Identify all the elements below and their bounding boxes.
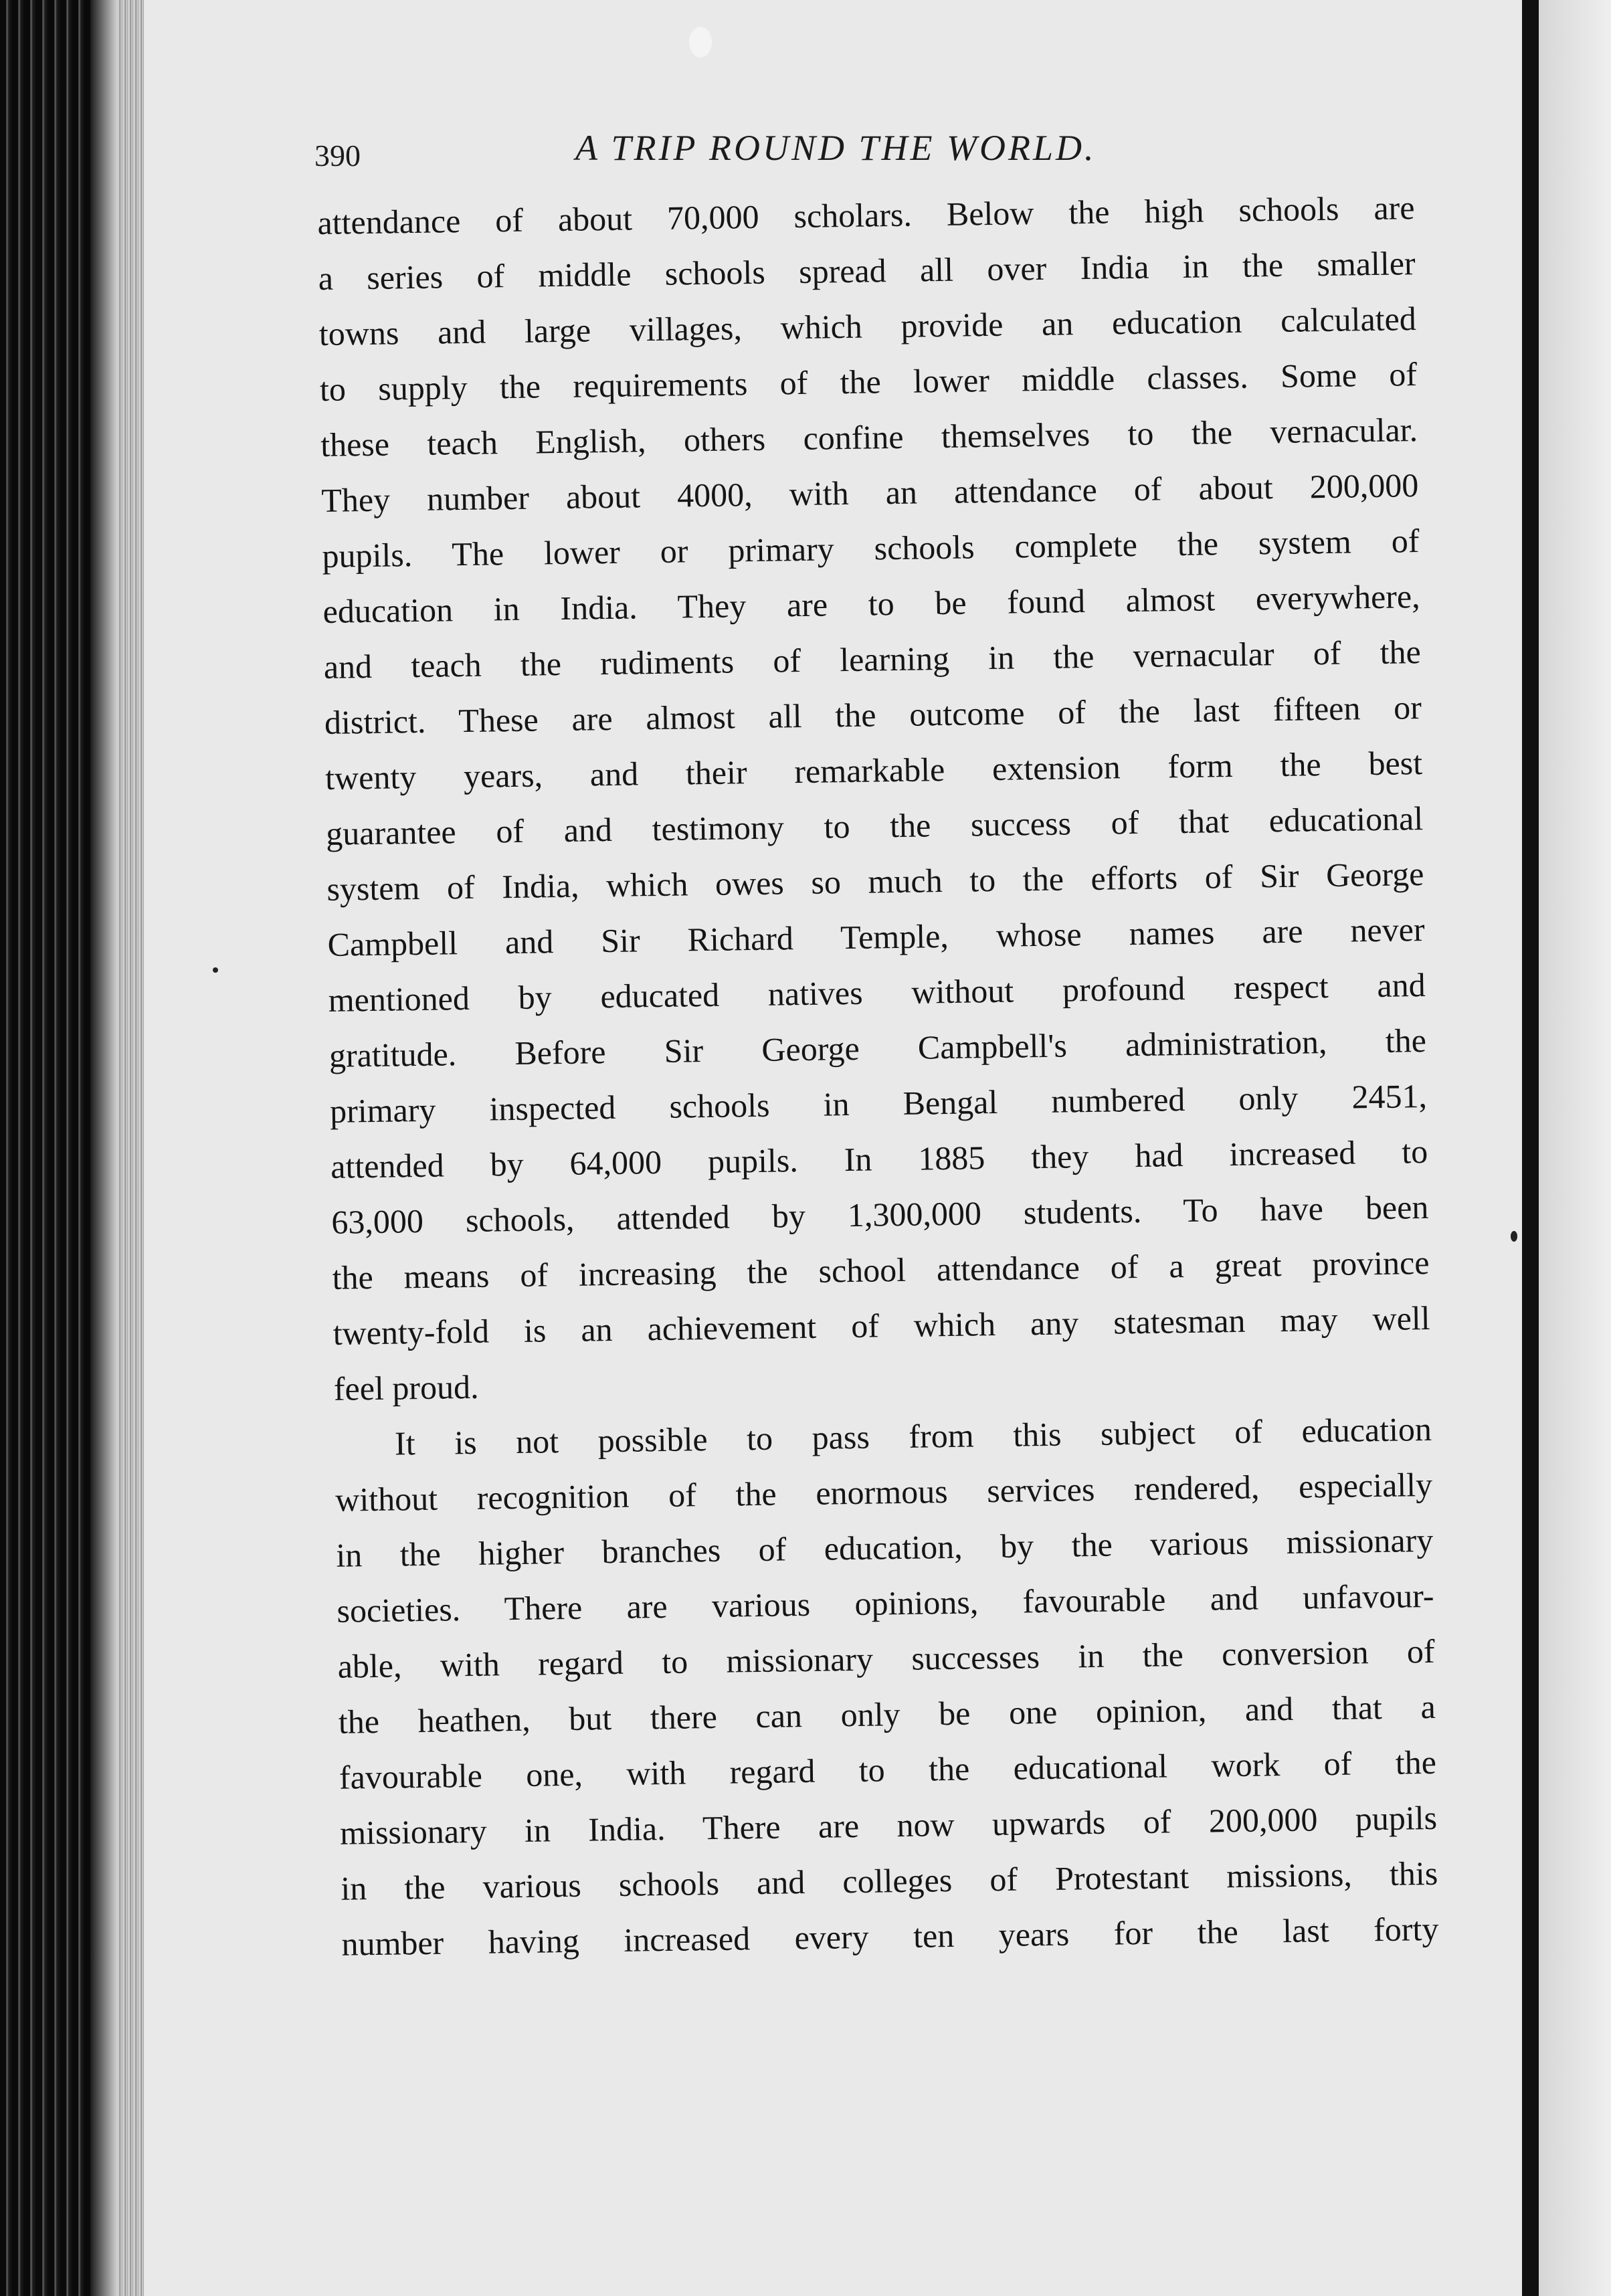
scan-speck (689, 27, 712, 58)
text-line: district. These are almost all the outcome of the last fifteen or (324, 688, 1422, 741)
text-line: Campbell and Sir Richard Temple, whose names are never (327, 910, 1425, 963)
text-line: education in India. They are to be found almost everywhere, (322, 577, 1420, 630)
text-line: twenty-fold is an achievement of which any statesman may well (333, 1299, 1430, 1352)
text-line: primary inspected schools in Bengal numbered only 2451, (329, 1076, 1428, 1130)
paragraph (334, 1402, 1438, 1972)
book-spine-edge (0, 0, 117, 2296)
text-line: in the various schools and colleges of Protestant missions, this (340, 1854, 1438, 1907)
right-page-edge (1522, 0, 1539, 2296)
text-line: gratitude. Before Sir George Campbell's administration, the (328, 1021, 1427, 1074)
text-line: a series of middle schools spread all over India in the smaller (318, 244, 1416, 297)
running-title: A TRIP ROUND THE WORLD. (575, 128, 1097, 168)
text-line: It is not possible to pass from this subject of education (394, 1410, 1432, 1462)
body-text (317, 180, 1439, 1972)
text-line: 63,000 schools, attended by 1,300,000 students. To have been (331, 1187, 1429, 1241)
text-line: the means of increasing the school attendance of a great province (332, 1243, 1430, 1297)
page-number: 390 (314, 138, 361, 173)
text-line: system of India, which owes so much to the efforts of Sir George (326, 855, 1424, 908)
text-line: twenty years, and their remarkable extension form the best (324, 744, 1423, 797)
running-head (314, 127, 1492, 181)
text-line: to supply the requirements of the lower middle classes. Some of (319, 355, 1418, 408)
text-line: guarantee of and testimony to the success of that educational (325, 799, 1424, 852)
scan-speck (1511, 1231, 1517, 1242)
paragraph (317, 180, 1431, 1417)
text-line: pupils. The lower or primary schools complete the system of (322, 522, 1420, 575)
text-line: missionary in India. There are now upwards of 200,000 pupils (339, 1798, 1438, 1852)
text-line: the heathen, but there can only be one opinion, and that a (338, 1687, 1436, 1741)
text-line: societies. There are various opinions, favourable and unfavour- (337, 1576, 1434, 1630)
text-line: They number about 4000, with an attendance of about 200,000 (320, 466, 1419, 519)
text-line: mentioned by educated natives without profound respect and (328, 965, 1426, 1019)
text-line: attendance of about 70,000 scholars. Below the high schools are (317, 189, 1415, 242)
text-line: without recognition of the enormous services rendered, especially (335, 1465, 1433, 1519)
text-line: these teach English, others confine themselves to the vernacular. (320, 411, 1418, 464)
text-line: and teach the rudiments of learning in the vernacular of the (323, 633, 1422, 686)
text-line: attended by 64,000 pupils. In 1885 they had increased to (330, 1132, 1428, 1185)
text-line: in the higher branches of education, by the various missionary (335, 1521, 1434, 1574)
right-margin (1539, 0, 1611, 2296)
text-line: towns and large villages, which provide an education calculated (318, 300, 1417, 353)
text-line: number having increased every ten years for the last forty (341, 1909, 1439, 1963)
text-line: able, with regard to missionary successes in the conversion of (337, 1632, 1435, 1685)
text-line: favourable one, with regard to the educational work of the (339, 1743, 1437, 1796)
text-line: feel proud. (333, 1367, 479, 1408)
page-gutter (117, 0, 144, 2296)
scan-speck (213, 967, 218, 973)
